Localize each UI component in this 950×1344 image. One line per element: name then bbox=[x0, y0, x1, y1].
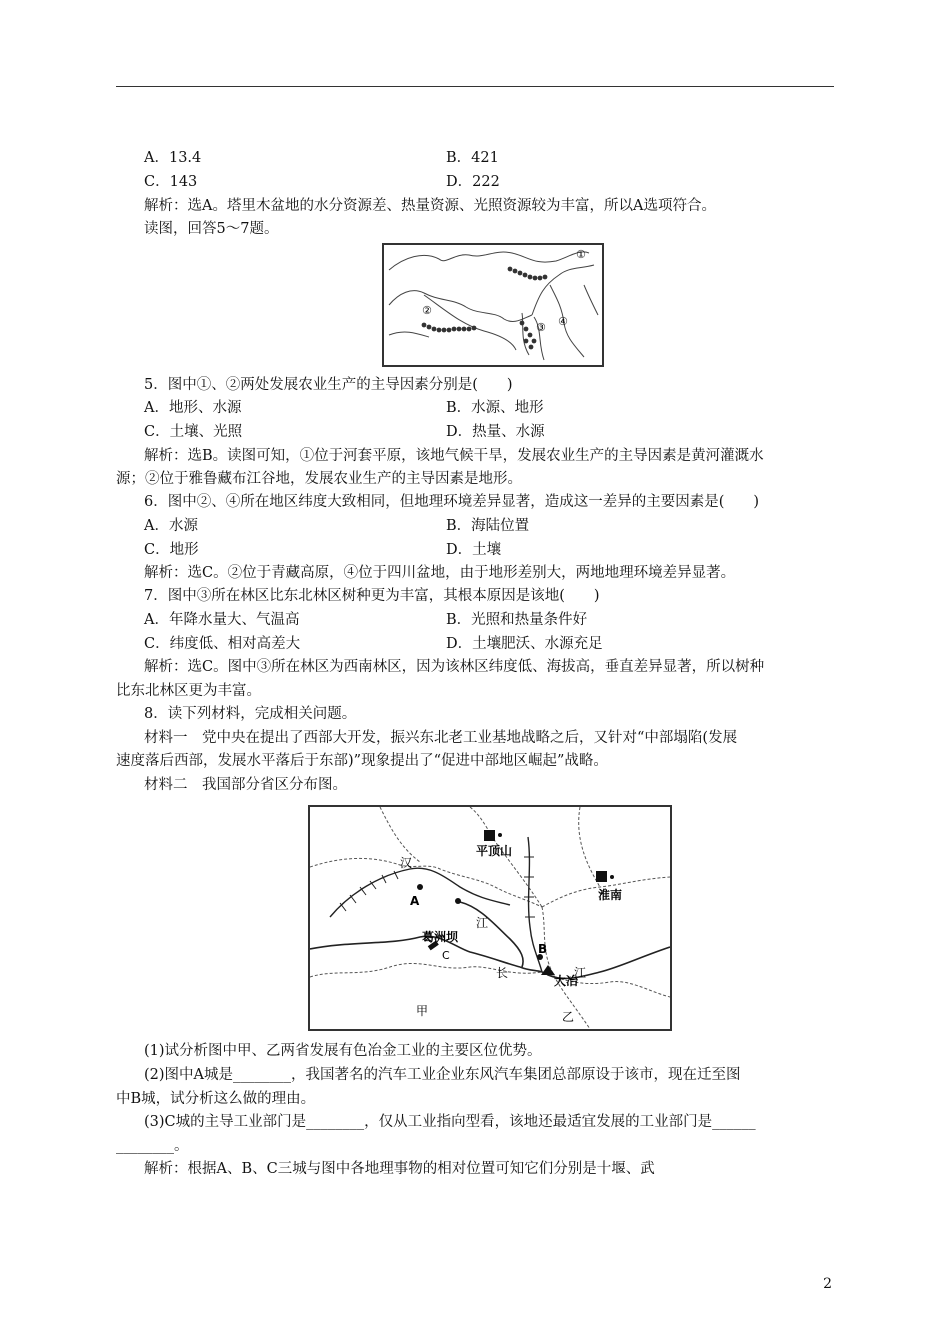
q5-stem: 5．图中①、②两处发展农业生产的主导因素分别是( ) bbox=[144, 377, 513, 393]
q6-stem: 6．图中②、④所在地区纬度大致相同，但地理环境差异显著，造成这一差异的主要因素是( ) bbox=[144, 494, 760, 510]
q7-analysis-line1: 解析：选C。图中③所在林区为西南林区，因为该林区纬度低、海拔高，垂直差异显著，所以树种 bbox=[144, 659, 765, 675]
q7-analysis-line2: 比东北林区更为丰富。 bbox=[116, 683, 261, 699]
q8-material1-line1: 材料一 党中央在提出了西部大开发，振兴东北老工业基地战略之后，又针对“中部塌陷(发展 bbox=[144, 730, 738, 746]
q4-option-d: D．222 bbox=[446, 174, 500, 190]
map2-label-b: B bbox=[538, 942, 548, 956]
map-1-drawing bbox=[384, 245, 602, 365]
q7-option-a: A．年降水量大、气温高 bbox=[144, 612, 300, 628]
map1-label-2: ② bbox=[422, 304, 432, 317]
q8-sub2-line2: 中B城，试分析这么做的理由。 bbox=[116, 1091, 316, 1107]
q8-sub3-line2: ________。 bbox=[116, 1138, 189, 1154]
map2-label-chang: 长 bbox=[496, 966, 509, 980]
q4-analysis: 解析：选A。塔里木盆地的水分资源差、热量资源、光照资源较为丰富，所以A选项符合。 bbox=[144, 198, 716, 214]
map2-label-c: C bbox=[442, 949, 450, 962]
map2-label-a: A bbox=[410, 894, 420, 908]
q8-material1-line2: 速度落后西部，发展水平落后于东部)”现象提出了“促进中部地区崛起”战略。 bbox=[116, 753, 608, 769]
map2-label-yi: 乙 bbox=[562, 1010, 575, 1024]
q6-analysis: 解析：选C。②位于青藏高原，④位于四川盆地，由于地形差别大，两地地理环境差异显著。 bbox=[144, 565, 736, 581]
map2-label-jia: 甲 bbox=[416, 1004, 429, 1018]
q5-option-a: A．地形、水源 bbox=[144, 400, 242, 416]
q4-option-c: C．143 bbox=[144, 174, 198, 190]
map2-label-jiang2: 江 bbox=[574, 966, 587, 980]
q5-analysis-line2: 源；②位于雅鲁藏布江谷地，发展农业生产的主导因素是地形。 bbox=[116, 471, 522, 487]
q8-sub2-line1: (2)图中A城是________，我国著名的汽车工业企业东风汽车集团总部原设于该市，现在迁至图 bbox=[144, 1067, 741, 1083]
map-2-drawing bbox=[310, 807, 670, 1029]
q5-analysis-line1: 解析：选B。读图可知，①位于河套平原，该地气候干旱，发展农业生产的主导因素是黄河灌溉水 bbox=[144, 448, 764, 464]
map2-label-pingdingshan: 平顶山 bbox=[476, 844, 513, 858]
q8-sub1: (1)试分析图中甲、乙两省发展有色冶金工业的主要区位优势。 bbox=[144, 1043, 542, 1059]
q7-option-d: D．土壤肥沃、水源充足 bbox=[446, 636, 603, 652]
map1-label-3: ③ bbox=[536, 321, 546, 334]
q7-option-c: C．纬度低、相对高差大 bbox=[144, 636, 301, 652]
q7-stem: 7．图中③所在林区比东北林区树种更为丰富，其根本原因是该地( ) bbox=[144, 588, 600, 604]
q8-stem: 8．读下列材料，完成相关问题。 bbox=[144, 706, 357, 722]
q4-option-b: B．421 bbox=[446, 150, 499, 166]
map2-label-gezhouba: 葛洲坝 bbox=[422, 930, 459, 944]
map2-label-huainan: 淮南 bbox=[598, 888, 623, 902]
page-number: 2 bbox=[823, 1276, 832, 1292]
q6-option-b: B．海陆位置 bbox=[446, 518, 530, 534]
map-figure-1 bbox=[382, 243, 604, 367]
q6-option-d: D．土壤 bbox=[446, 542, 502, 558]
q5-option-d: D．热量、水源 bbox=[446, 424, 545, 440]
map2-label-han: 汉 bbox=[400, 856, 413, 870]
map2-label-daye: 大冶 bbox=[554, 974, 579, 988]
q7-option-b: B．光照和热量条件好 bbox=[446, 612, 588, 628]
map2-label-jiang1: 江 bbox=[476, 916, 489, 930]
intro-5-7: 读图，回答5～7题。 bbox=[144, 221, 279, 237]
header-rule bbox=[116, 86, 834, 87]
q6-option-a: A．水源 bbox=[144, 518, 198, 534]
q8-analysis: 解析：根据A、B、C三城与图中各地理事物的相对位置可知它们分别是十堰、武 bbox=[144, 1161, 655, 1177]
map1-label-1: ① bbox=[576, 248, 586, 261]
q5-option-c: C．土壤、光照 bbox=[144, 424, 243, 440]
q4-option-a: A．13.4 bbox=[144, 150, 202, 166]
map-figure-2 bbox=[308, 805, 672, 1031]
q5-option-b: B．水源、地形 bbox=[446, 400, 544, 416]
q6-option-c: C．地形 bbox=[144, 542, 199, 558]
map1-label-4: ④ bbox=[558, 315, 568, 328]
q8-material2: 材料二 我国部分省区分布图。 bbox=[144, 777, 347, 793]
q8-sub3-line1: (3)C城的主导工业部门是________，仅从工业指向型看，该地还最适宜发展的工业部门是______ bbox=[144, 1114, 756, 1130]
